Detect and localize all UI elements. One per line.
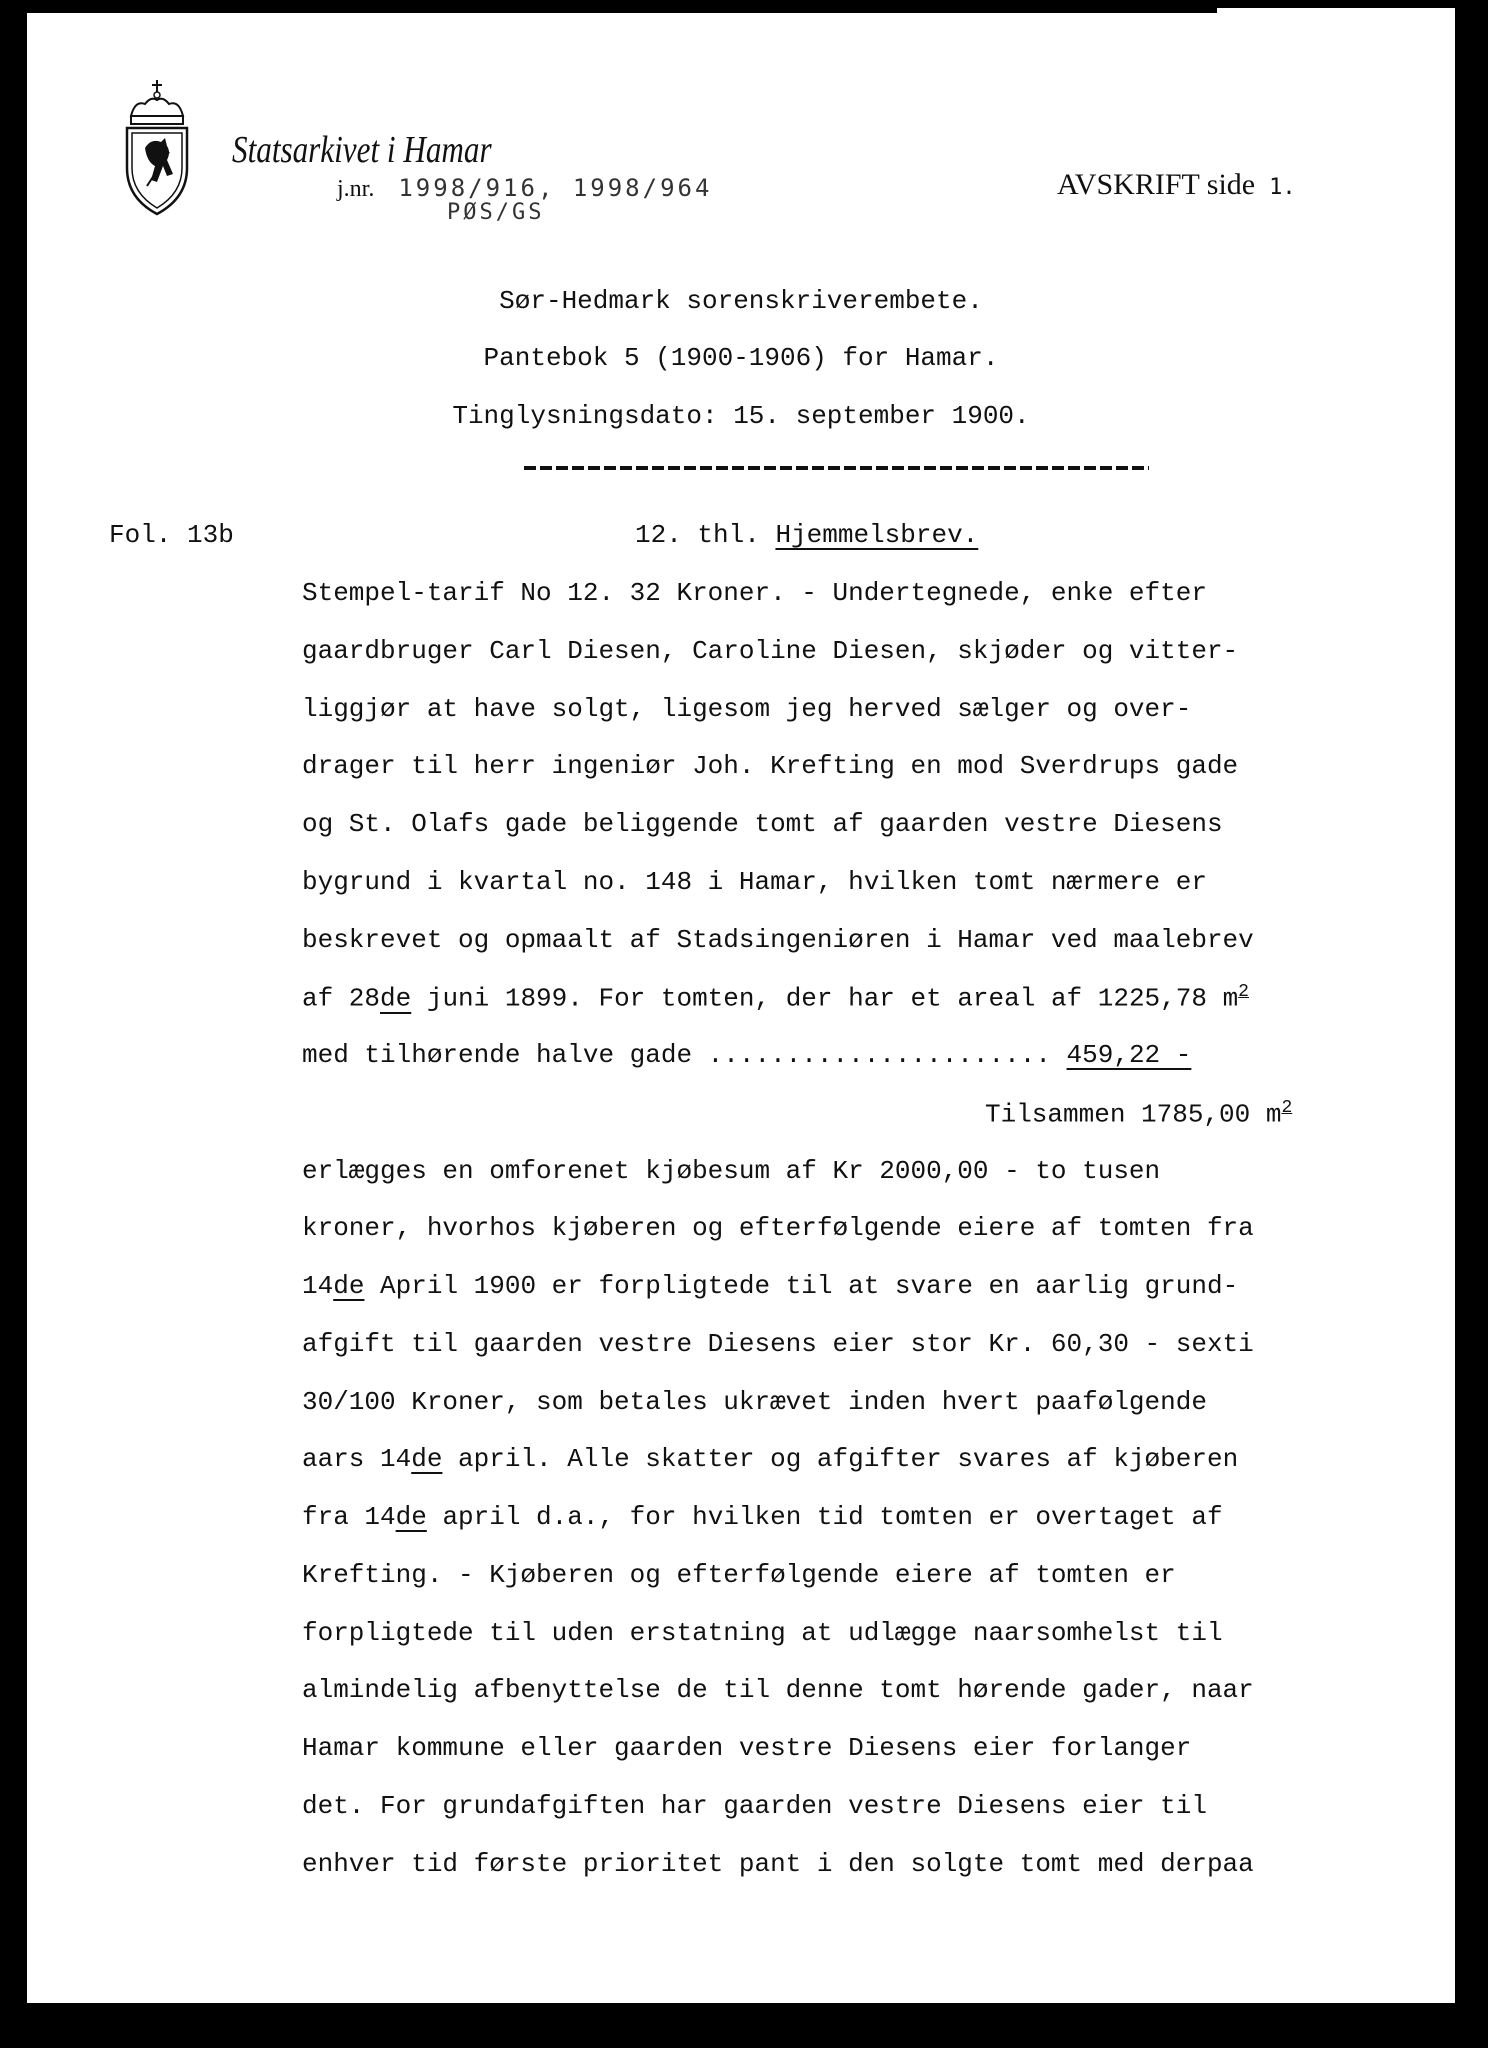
document-page [27,8,1455,2003]
avskrift-page-label [1057,168,1296,202]
entry-number: 12. thl. [635,520,760,550]
body-line: beskrevet og opmaalt af Stadsingeniøren i Hamar ved maalebrev [302,925,1254,955]
entry-title: Hjemmelsbrev. [775,520,979,550]
body-text: April 1900 er forpligtede til at svare en aarlig grund- [364,1271,1239,1301]
journal-number-label: j.nr. [337,176,375,202]
ordinal-suffix: de [333,1271,365,1301]
body-line: bygrund i kvartal no. 148 i Hamar, hvilken tomt nærmere er [302,867,1207,897]
body-text: aars 14 [302,1444,412,1474]
body-line [302,982,1249,1014]
body-line: forpligtede til uden erstatning at udlægge naarsomhelst til [302,1618,1223,1648]
body-line: Krefting. - Kjøberen og efterfølgende eiere af tomten er [302,1560,1176,1590]
body-text: af 28 [302,983,381,1014]
page-number: 1. [1269,175,1296,200]
body-line [302,1502,1223,1532]
body-line [302,1271,1238,1301]
superscript: 2 [1281,1098,1293,1118]
heading-book: Pantebok 5 (1900-1906) for Hamar. [483,343,999,373]
avskrift-label: AVSKRIFT side [1057,168,1256,201]
folio-number: Fol. 13b [109,520,234,550]
heading-office: Sør-Hedmark sorenskriverembete. [499,286,983,316]
body-line: almindelig afbenyttelse de til denne tomt hørende gader, naar [302,1675,1254,1705]
ordinal-suffix: de [411,1444,443,1474]
reference-initials: PØS/GS [447,200,545,225]
total-text: Tilsammen 1785,00 m [985,1099,1282,1130]
dashed-divider [524,466,1149,470]
ordinal-suffix: de [380,983,412,1014]
body-text: juni 1899. For tomten, der har et areal af 1225,78 m [411,983,1239,1014]
body-line [302,1040,1191,1070]
body-line: gaardbruger Carl Diesen, Caroline Diesen, skjøder og vitter- [302,636,1239,666]
area-addend: 459,22 - [1066,1040,1192,1070]
journal-number [337,174,712,203]
body-text: april. Alle skatter og afgifter svares af kjøberen [442,1444,1239,1474]
body-line: Stempel-tarif No 12. 32 Kroner. - Undertegnede, enke efter [302,578,1207,608]
body-text: med tilhørende halve gade ...................... [302,1040,1067,1070]
body-line: enhver tid første prioritet pant i den solgte tomt med derpaa [302,1849,1254,1879]
body-text: fra 14 [302,1502,396,1532]
body-line [302,1444,1238,1474]
archive-name: Statsarkivet i Hamar [232,129,492,171]
heading-date: Tinglysningsdato: 15. september 1900. [452,401,1030,431]
entry-heading [635,520,978,550]
coat-of-arms-icon [117,78,197,218]
ordinal-suffix: de [395,1502,427,1532]
body-line: erlægges en omforenet kjøbesum af Kr 2000,00 - to tusen [302,1156,1161,1186]
body-line: 30/100 Kroner, som betales ukrævet inden hvert paafølgende [302,1387,1207,1417]
body-line: drager til herr ingeniør Joh. Krefting en mod Sverdrups gade [302,751,1239,781]
body-line: afgift til gaarden vestre Diesens eier stor Kr. 60,30 - sexti [302,1329,1254,1359]
body-line: kroner, hvorhos kjøberen og efterfølgende eiere af tomten fra [302,1213,1254,1243]
body-text: 14 [302,1271,334,1301]
body-text: april d.a., for hvilken tid tomten er overtaget af [426,1502,1223,1532]
body-line: liggjør at have solgt, ligesom jeg herved sælger og over- [302,694,1192,724]
body-line: det. For grundafgiften har gaarden vestre Diesens eier til [302,1791,1207,1821]
journal-number-value: 1998/916, 1998/964 [398,174,713,202]
body-line: Hamar kommune eller gaarden vestre Diesens eier forlanger [302,1733,1192,1763]
scan-edge [27,8,1217,13]
body-line: og St. Olafs gade beliggende tomt af gaarden vestre Diesens [302,809,1223,839]
superscript: 2 [1238,982,1249,1002]
total-line [985,1098,1292,1130]
